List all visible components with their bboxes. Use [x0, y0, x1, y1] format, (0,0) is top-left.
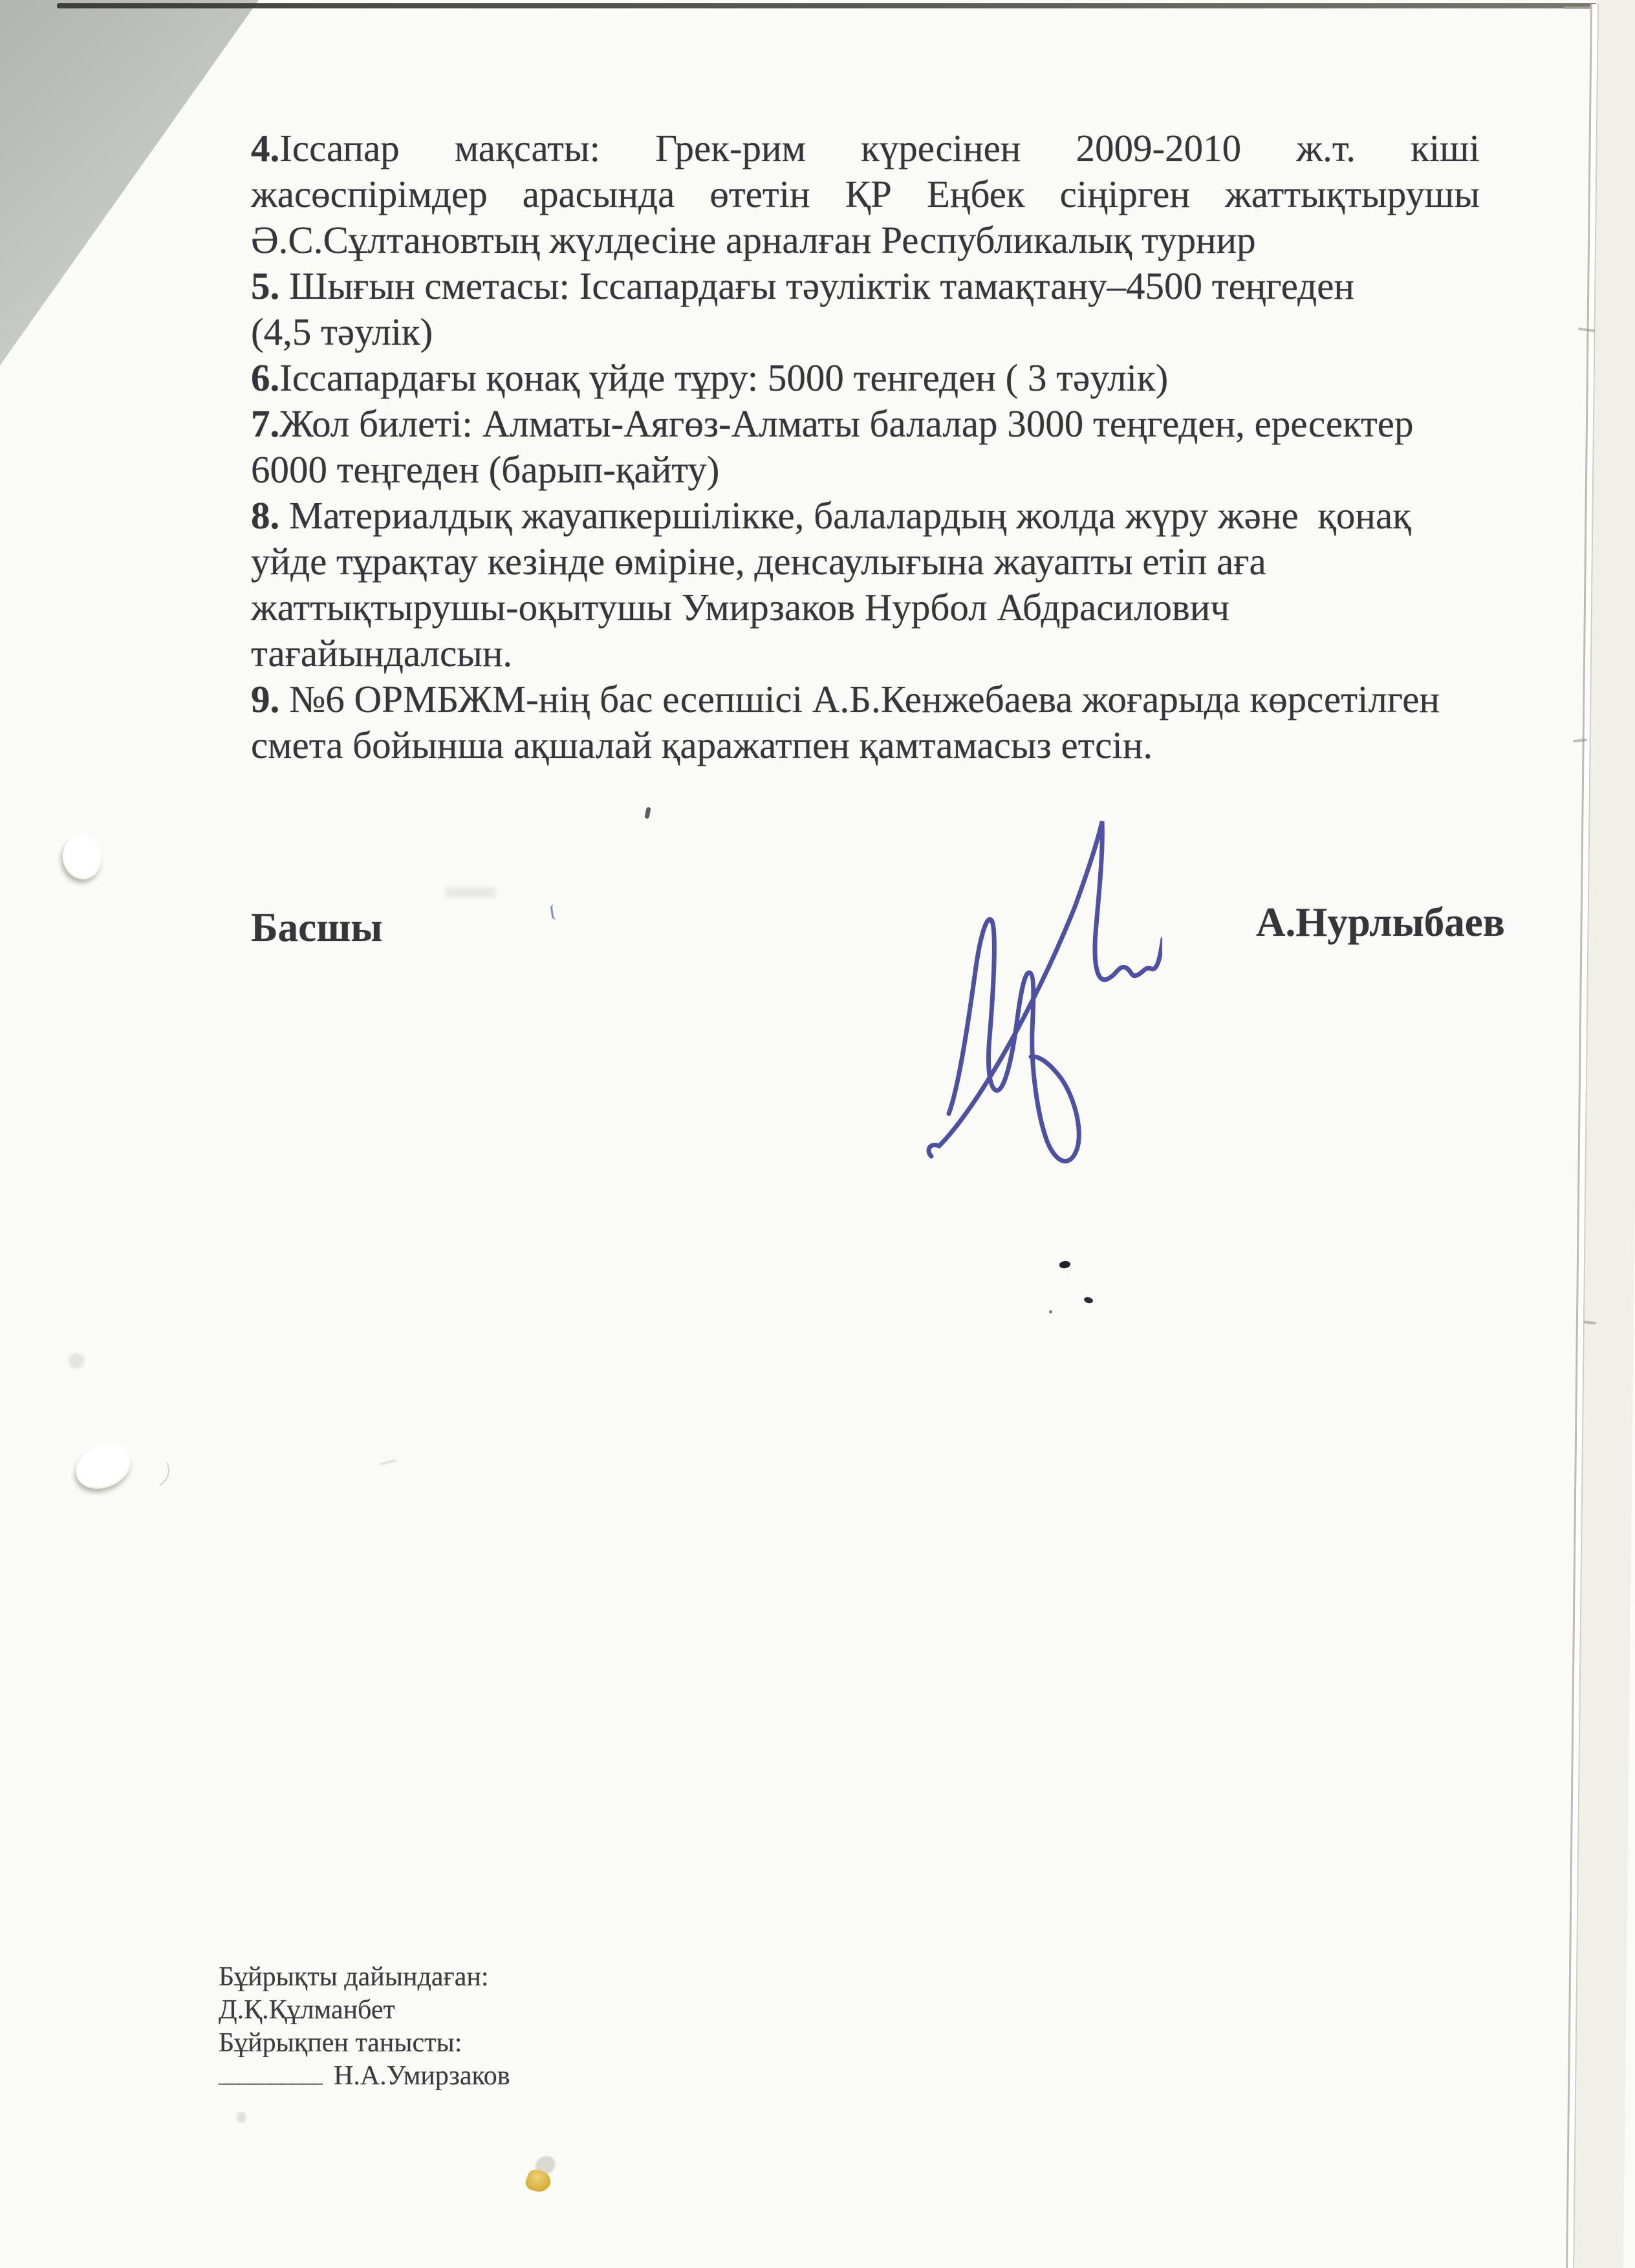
- order-line: уйде тұрақтау кезінде өміріне, денсаулығына жауапты етіп аға: [251, 540, 1266, 583]
- signer-title: Басшы: [251, 905, 383, 950]
- order-line: 4.Іссапар мақсаты: Грек-рим күресінен 2009-2010 ж.т. кіші: [251, 127, 1480, 169]
- hole-punch-top: [58, 832, 107, 883]
- order-line: 7.Жол билеті: Алматы-Аягөз-Алматы балалар 3000 теңгеден, ересектер: [251, 402, 1414, 445]
- paper-top-edge: [57, 3, 1597, 8]
- signer-name: А.Нурлыбаев: [1256, 900, 1505, 945]
- acquainted-row: [219, 2060, 510, 2094]
- order-line: 6000 теңгеден (барып-қайту): [251, 448, 720, 491]
- ink-speck: [644, 806, 651, 819]
- acquainted-name: Н.А.Умирзаков: [334, 2061, 510, 2091]
- scan-smudge: [237, 2112, 246, 2122]
- scan-smudge: [445, 887, 495, 898]
- order-line: 6.Іссапардағы қонақ үйде тұру: 5000 тенгеден ( 3 тәулік): [251, 356, 1169, 399]
- order-line: жасөспірімдер арасында өтетін ҚР Еңбек сіңірген жаттықтырушы: [251, 173, 1480, 215]
- acquainted-label: Бұйрықпен танысты:: [219, 2028, 462, 2058]
- order-line: Ә.С.Сұлтановтың жүлдесіне арналған Республикалық турнир: [251, 219, 1256, 261]
- order-body-text: [251, 125, 1480, 768]
- scanner-background-corner: [0, 0, 259, 365]
- order-line: жаттықтырушы-оқытушы Умирзаков Нурбол Абдрасилович: [251, 586, 1229, 629]
- scan-smudge: [69, 1353, 84, 1368]
- order-line: (4,5 тәулік): [251, 310, 433, 353]
- hole-punch-crease: [129, 1448, 174, 1493]
- ink-speck: [550, 903, 560, 920]
- hole-punch-bottom: [69, 1437, 138, 1496]
- footer-block: [219, 1961, 510, 2094]
- order-line: смета бойынша ақшалай қаражатпен қамтамасыз етсін.: [251, 724, 1153, 766]
- ink-speck: [1083, 1296, 1094, 1304]
- order-line: 8. Материалдық жауапкершілікке, балалардың жолда жүру және қонақ: [251, 494, 1411, 537]
- order-line: тағайындалсын.: [251, 632, 513, 675]
- handwritten-signature: [913, 810, 1162, 1175]
- ink-speck: [1049, 1310, 1052, 1313]
- ink-speck: [1059, 1260, 1071, 1269]
- order-line: 5. Шығын сметасы: Іссапардағы тәуліктік тамақтану–4500 теңгеден: [251, 265, 1354, 307]
- prepared-by-label: Бұйрықты дайындаған:: [219, 1962, 489, 1992]
- order-line: 9. №6 ОРМБЖМ-нің бас есепшісі А.Б.Кенжебаева жоғарыда көрсетілген: [251, 678, 1440, 720]
- scan-smudge: [377, 1451, 396, 1465]
- signature-blank-line: __________: [219, 2063, 322, 2087]
- prepared-by-name: Д.Қ.Құлманбет: [219, 1995, 395, 2025]
